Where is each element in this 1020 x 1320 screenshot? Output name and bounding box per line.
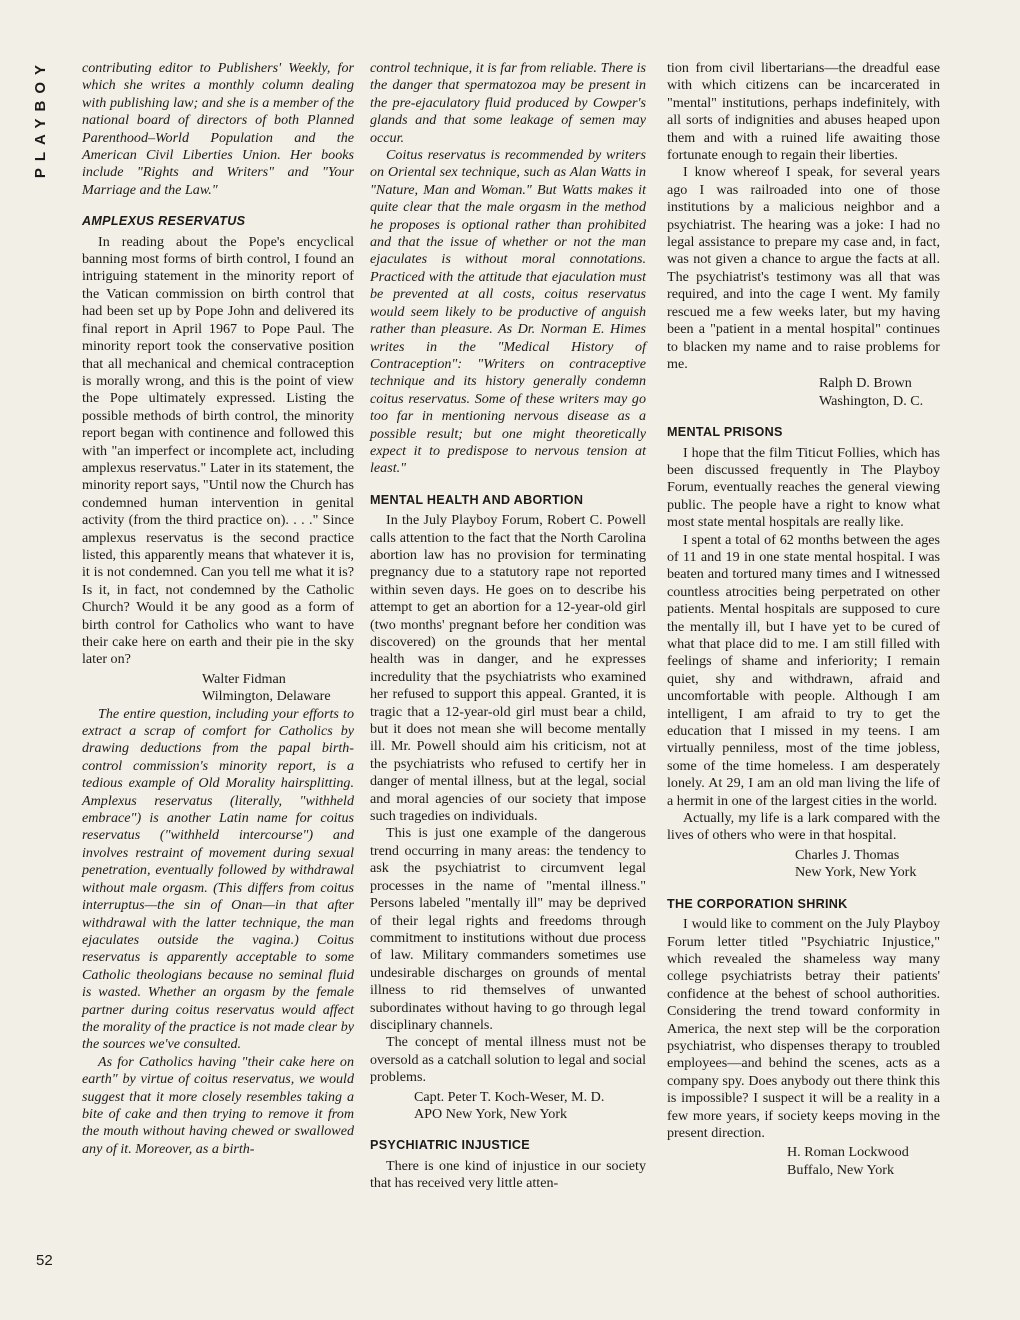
signature-place: APO New York, New York	[414, 1105, 568, 1122]
signature-name: Walter Fidman	[202, 670, 286, 687]
letter-paragraph: There is one kind of injustice in our society that has received very little atten-	[370, 1157, 646, 1192]
editor-reply: Coitus reservatus is recommended by writers on Oriental sex technique, such as Alan Watts in "Nature, Man and Woman." But Watts makes it quite clear that the male orgasm in the method he proposes is optional rather than prohibited and that the issue of whether or not the man ejaculates is without moral connotations. Practiced with the attitude that ejaculation must be prevented at all costs, coitus reservatus would seem likely to be productive of anguish rather than pleasure. As Dr. Norman E. Himes writes in the "Medical History of Contraception": "Writers on contraceptive technique and its history generally condemn coitus reservatus. Some of these writers may go too far in mentioning nervous disease as a possible result; but one might theoretically expect it to predispose to nervous tension at least."	[370, 147, 646, 477]
editor-reply: The entire question, including your efforts to extract a scrap of comfort for Catholics by drawing deductions from the papal birth-control commission's minority report, is a tedious example of Old Morality hairsplitting. Amplexus reservatus (literally, "withheld embrace") is another Latin name for coitus reservatus ("withheld intercourse") and involves restraint of movement during sexual penetration, eventually followed by withdrawal without male orgasm. (This differs from coitus interruptus—the sin of Onan—in that after withdrawal with the latter technique, the man ejaculates outside the vagina.) Coitus reservatus is apparently acceptable to some Catholic theologians because no seminal fluid is wasted. Whether an orgasm by the female partner during coitus reservatus would affect the morality of the practice is not made clear by the sources we've consulted.	[82, 705, 354, 1053]
column-1	[82, 60, 354, 1158]
heading-mental-health-and-abortion: MENTAL HEALTH AND ABORTION	[370, 492, 584, 507]
letter-paragraph: I hope that the film Titicut Follies, which has been discussed frequently in The Playboy Forum, eventually reaches the general viewing public. The people have a right to know what most state mental hospitals are really like.	[667, 444, 940, 531]
signature-ralph-brown	[667, 375, 940, 410]
signature-walter-fidman	[82, 671, 354, 706]
signature-place: Washington, D. C.	[819, 392, 924, 409]
column-2	[370, 60, 646, 1193]
signature-roman-lockwood	[667, 1144, 940, 1179]
signature-name: H. Roman Lockwood	[787, 1144, 909, 1161]
signature-name: Ralph D. Brown	[819, 375, 912, 392]
letter-paragraph: I would like to comment on the July Playboy Forum letter titled "Psychiatric Injustice," which revealed the shameless way many college psychiatrists betray their patients' confidence at the behest of school authorities. Considering the trend toward conformity in America, the next step will be the corporation psychiatrist, who dispenses therapy to troubled employees—and behind the scenes, acts as a company spy. Does anybody out there think this is impossible? I suspect it will be a reality in a few more years, if society keeps moving in the present direction.	[667, 916, 940, 1141]
signature-place: New York, New York	[795, 864, 917, 881]
editor-reply-continued: control technique, it is far from reliable. There is the danger that spermatozoa may be present in the pre-ejaculatory fluid produced by Cowper's glands and that some leakage of semen may occur.	[370, 60, 646, 146]
letter-paragraph: Actually, my life is a lark compared with the lives of others who were in that hospital.	[667, 810, 940, 844]
heading-psychiatric-injustice: PSYCHIATRIC INJUSTICE	[370, 1138, 531, 1153]
letter-paragraph: The concept of mental illness must not be oversold as a catchall solution to legal and social problems.	[370, 1034, 646, 1086]
heading-the-corporation-shrink: THE CORPORATION SHRINK	[667, 896, 848, 911]
letter-paragraph: In the July Playboy Forum, Robert C. Powell calls attention to the fact that the North Carolina abortion law has no provision for terminating pregnancy due to a statutory rape not reported within seven days. He goes on to describe his attempt to get an abortion for a 12-year-old girl (two months' pregnant before her condition was discovered) on the grounds that her mental health was in danger, and he expresses incredulity that the psychiatrists who examined her refused to support this appeal. Granted, it is tragic that a 12-year-old girl must bear a child, but it does not mean she will become mentally ill. Mr. Powell should aim his criticism, not at the psychiatrists who refused to certify her in danger of mental illness, but at the legal, social and moral agencies of our society that impose such tragedies on individuals.	[370, 512, 646, 825]
heading-amplexus-reservatus: AMPLEXUS RESERVATUS	[82, 214, 246, 229]
signature-name: Capt. Peter T. Koch-Weser, M. D.	[414, 1088, 605, 1105]
signature-name: Charles J. Thomas	[795, 846, 900, 863]
column-3	[667, 60, 940, 1179]
author-bio-continuation: contributing editor to Publishers' Weekly, for which she writes a monthly column dealing with publishing law; and she is a member of the national board of directors of both Planned Parenthood–World Population and the American Civil Liberties Union. Her books include "Rights and Writers" and "Your Marriage and the Law."	[82, 60, 354, 198]
signature-koch-weser	[370, 1089, 646, 1124]
magazine-side-label: PLAYBOY	[32, 58, 49, 179]
editor-reply: As for Catholics having "their cake here on earth" by virtue of coitus reservatus, we would suggest that it more closely resembles taking a bite of cake and then trying to remove it from the mouth without having chewed or swallowed any of it. Moreover, as a birth-	[82, 1053, 354, 1157]
letter-paragraph: I spent a total of 62 months between the ages of 11 and 19 in one state mental hospital. I was beaten and tortured many times and I witnessed countless atrocities being perpetrated on other patients. Mental hospitals are supposed to cure the mentally ill, but I have yet to be cured of what that place did to me. I am still filled with feelings of shame and inferiority; I remain quiet, shy and withdrawn, afraid and uncomfortable with people. Although I am intelligent, I am afraid to try to get the education that I missed in my teens. I am virtually penniless, most of the time jobless, some of the time homeless. I am desperately lonely. At 29, I am an old man living the life of a hermit in one of the largest cities in the world.	[667, 531, 940, 809]
signature-place: Wilmington, Delaware	[202, 688, 331, 705]
letter-paragraph: I know whereof I speak, for several years ago I was railroaded into one of those institutions by a malicious neighbor and a psychiatrist. The hearing was a joke: I had no legal assistance to prepare my case and, in fact, was not given a chance to argue the facts at all. The psychiatrist's testimony was all that was required, and into the cage I went. My family rescued me a few weeks later, but my having been a "patient in a mental hospital" continues to blacken my name and to raise problems for me.	[667, 164, 940, 372]
letter-paragraph: This is just one example of the dangerous trend occurring in many areas: the tendency to ask the psychiatrist to circumvent legal processes in the name of "mental illness." Persons labeled "mentally ill" may be deprived of their legal rights and freedoms through commitment to institutions without due process of law. Military commanders sometimes use undesirable discharges on grounds of mental illness to rid themselves of unwanted subordinates without having to go through legal disciplinary channels.	[370, 825, 646, 1033]
signature-charles-thomas	[667, 847, 940, 882]
letter-amplexus-reservatus: In reading about the Pope's encyclical banning most forms of birth control, I found an intriguing statement in the minority report of the Vatican commission on birth control that had been set up by Pope John and delivered its final report in April 1967 to Pope Paul. The minority report took the conservative position that all mechanical and chemical contraception is morally wrong, and this is the point of view the Pope ultimately expressed. Listing the possible methods of birth control, the minority report began with continence and followed this with "an imperfect or incomplete act, including amplexus reservatus." Later in its statement, the minority report says, "Until now the Church has condemned human intervention in genital activity (from the third practice on). . . ." Since amplexus reservatus is the second practice listed, this apparently means that whatever it is, it is not condemned. Can you tell me what it is? Is it, in fact, not condemned by the Catholic Church? Would it be any good as a form of birth control for Catholics who want to have their cake here on earth and their pie in the sky later on?	[82, 233, 354, 668]
letter-paragraph-continued: tion from civil libertarians—the dreadful ease with which citizens can be incarcerated in "mental" institutions, perhaps indefinitely, with all sorts of indignities and abuses heaped upon them and with a ruined life awaiting those fortunate enough to regain their liberties.	[667, 60, 940, 164]
heading-mental-prisons: MENTAL PRISONS	[667, 425, 783, 440]
signature-place: Buffalo, New York	[787, 1161, 895, 1178]
page-number: 52	[36, 1252, 53, 1269]
